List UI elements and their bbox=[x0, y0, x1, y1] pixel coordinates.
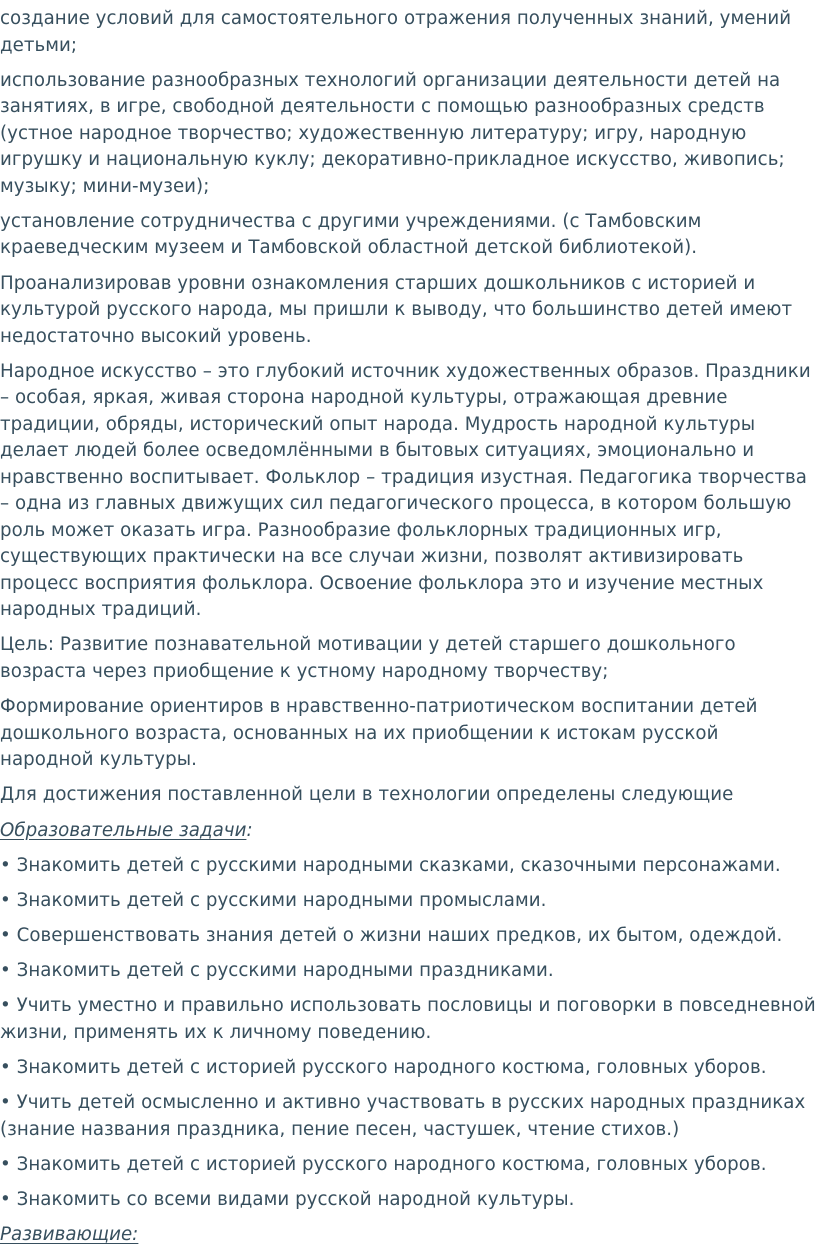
developing-tasks-heading bbox=[0, 1222, 816, 1249]
paragraph-analysis: Проанализировав уровни ознакомления старших дошкольников с историей и культурой русского народа, мы пришли к выводу, что большинство детей имеют недостаточно высокий уровень. bbox=[0, 272, 793, 347]
paragraph-formation: Формирование ориентиров в нравственно-патриотическом воспитании детей дошкольного возраста, основанных на их приобщении к истокам русской народной культуры. bbox=[0, 696, 758, 771]
list-item: • Знакомить детей с историей русского народного костюма, головных уборов. bbox=[0, 1154, 767, 1175]
list-item: • Знакомить детей с русскими народными промыслами. bbox=[0, 889, 547, 911]
list-item: • Знакомить детей с русскими народными праздниками. bbox=[0, 960, 554, 982]
document-page bbox=[0, 6, 816, 1258]
list-item: • Совершенствовать знания детей о жизни наших предков, их бытом, одеждой. bbox=[0, 925, 783, 947]
paragraph-to-achieve: Для достижения поставленной цели в технологии определены следующие bbox=[0, 784, 734, 806]
list-item: • Учить уместно и правильно использовать пословицы и поговорки в повседневной жизни, применять их к личному поведению. bbox=[0, 995, 816, 1043]
educational-tasks-colon: : bbox=[246, 819, 253, 841]
paragraph-goal: Цель: Развитие познавательной мотивации у детей старшего дошкольного возраста через приобщение к устному народному творчеству; bbox=[0, 634, 736, 682]
paragraph-folk-art: Народное искусство – это глубокий источник художественных образов. Праздники – особая, яркая, живая сторона народной культуры, отражающая древние традиции, обряды, исторический опыт народа. Мудрость народной культуры делает людей более осведомлёнными в бытовых ситуациях, эмоционально и нравственно воспитывает. Фольклор – традиция изустная. Педагогика творчества – одна из главных движущих сил педагогического процесса, в котором большую роль может оказать игра. Разнообразие фольклорных традиционных игр, существующих практически на все случаи жизни, позволят активизировать процесс восприятия фольклора. Освоение фольклора это и изучение местных народных традиций. bbox=[0, 360, 811, 621]
educational-tasks-label: Образовательные задачи bbox=[0, 819, 247, 841]
educational-tasks-heading bbox=[0, 818, 816, 845]
list-item: • Учить детей осмысленно и активно участвовать в русских народных праздниках (знание названия праздника, пение песен, частушек, чтение стихов.) bbox=[0, 1092, 806, 1140]
paragraph-cooperation: установление сотрудничества с другими учреждениями. (с Тамбовским краеведческим музеем и Тамбовской областной детской библиотекой). bbox=[0, 210, 702, 259]
list-item: • Знакомить детей с русскими народными сказками, сказочными персонажами. bbox=[0, 854, 781, 876]
list-item: • Знакомить со всеми видами русской народной культуры. bbox=[0, 1189, 575, 1211]
developing-tasks-label: Развивающие: bbox=[0, 1224, 139, 1246]
paragraph-technologies: использование разнообразных технологий организации деятельности детей на занятиях, в игре, свободной деятельности с помощью разнообразных средств (устное народное творчество; художественную литературу; игру, народную игрушку и национальную куклу; декоративно-прикладное искусство, живопись; музыку; мини-музеи); bbox=[0, 69, 785, 197]
educational-tasks-list bbox=[0, 853, 816, 1214]
list-item: • Знакомить детей с историей русского народного костюма, головных уборов. bbox=[0, 1057, 767, 1079]
paragraph-conditions: создание условий для самостоятельного отражения полученных знаний, умений детьми; bbox=[0, 8, 792, 56]
